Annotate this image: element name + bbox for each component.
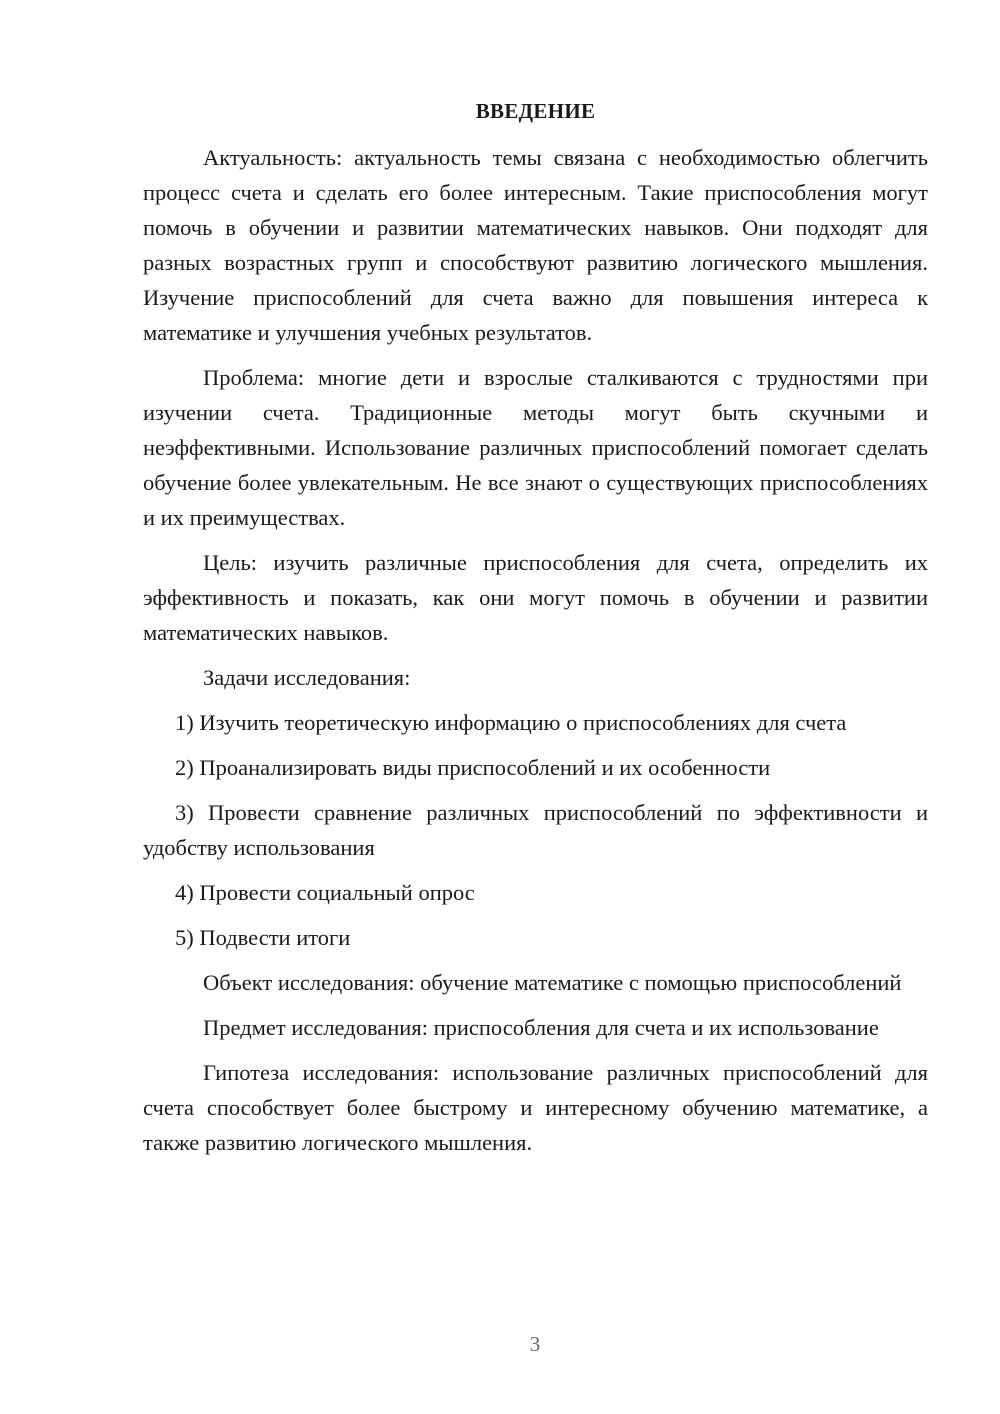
task-item-1: 1) Изучить теоретическую информацию о приспособлениях для счета [175, 710, 847, 735]
paragraph-subject: Предмет исследования: приспособления для счета и их использование [203, 1015, 879, 1040]
task-item-5: 5) Подвести итоги [175, 925, 351, 950]
page-number: 3 [529, 1332, 541, 1356]
tasks-heading: Задачи исследования: [203, 665, 411, 690]
document-page [143, 96, 928, 1170]
paragraph-object: Объект исследования: обучение математике с помощью приспособлений [203, 970, 902, 995]
paragraph-problem: Проблема: многие дети и взрослые сталкиваются с трудностями при изучении счета. Традиционные методы могут быть скучными и неэффективными. Использование различных приспособлений помогает сделать обучение более увлекательным. Не все знают о существующих приспособлениях и их преимуществах. [143, 365, 928, 530]
task-item-4: 4) Провести социальный опрос [175, 880, 475, 905]
paragraph-goal: Цель: изучить различные приспособления для счета, определить их эффективность и показать, как они могут помочь в обучении и развитии математических навыков. [143, 550, 928, 645]
section-title: ВВЕДЕНИЕ [475, 99, 596, 123]
paragraph-relevance: Актуальность: актуальность темы связана с необходимостью облегчить процесс счета и сделать его более интересным. Такие приспособления могут помочь в обучении и развитии математических навыков. Они подходят для разных возрастных групп и способствуют развитию логического мышления. Изучение приспособлений для счета важно для повышения интереса к математике и улучшения учебных результатов. [143, 145, 928, 345]
paragraph-hypothesis: Гипотеза исследования: использование различных приспособлений для счета способствует более быстрому и интересному обучению математике, а также развитию логического мышления. [143, 1060, 928, 1155]
task-item-2: 2) Проанализировать виды приспособлений и их особенности [175, 755, 771, 780]
task-item-3: 3) Провести сравнение различных приспособлений по эффективности и удобству использования [143, 800, 928, 860]
